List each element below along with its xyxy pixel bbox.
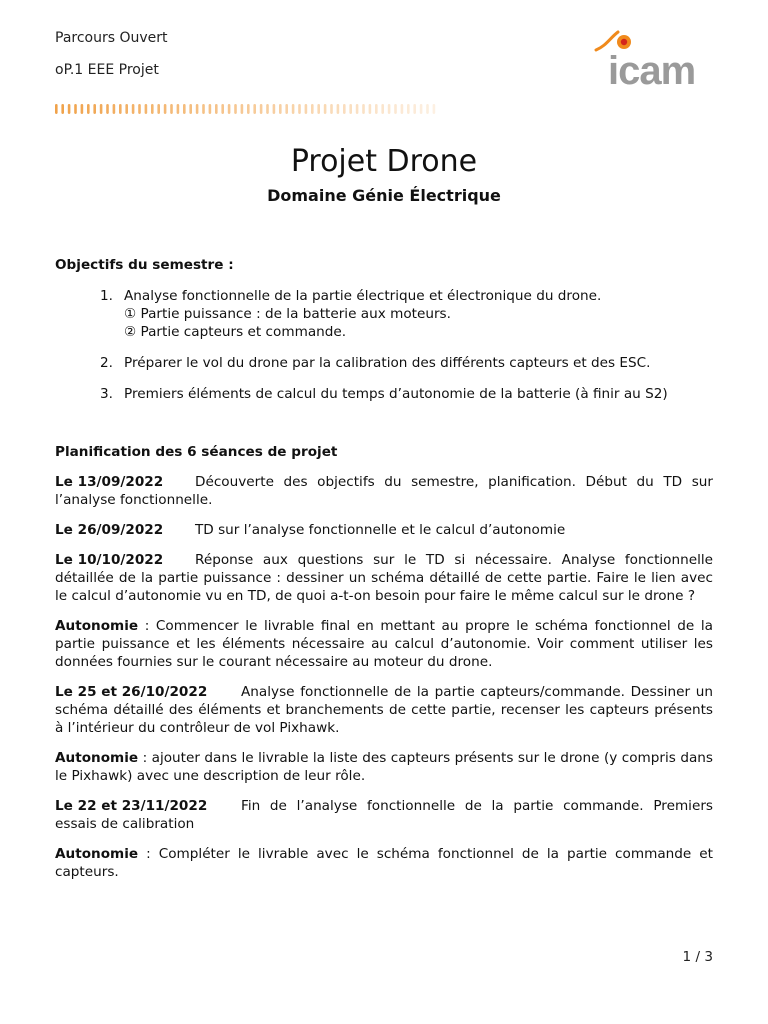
- dash-mark: [305, 104, 308, 114]
- autonomy-entry: [55, 845, 713, 881]
- objective-number: 2.: [100, 355, 113, 371]
- dash-mark: [177, 104, 180, 114]
- session-date: Le 25 et 26/10/2022: [55, 684, 208, 700]
- autonomy-entry: [55, 617, 713, 671]
- dash-mark: [343, 104, 346, 114]
- dash-mark: [157, 104, 160, 114]
- planning-entry: [55, 551, 713, 605]
- planning-entry: [55, 473, 713, 509]
- dash-mark: [285, 104, 288, 114]
- dash-mark: [106, 104, 109, 114]
- session-date: Le 13/09/2022: [55, 474, 164, 490]
- dash-mark: [170, 104, 173, 114]
- autonomy-label: Autonomie: [55, 846, 139, 862]
- autonomy-description: : ajouter dans le livrable la liste des capteurs présents sur le drone (y compris dans le Pixhawk) avec une description de leur rôle.: [55, 750, 713, 784]
- session-date: Le 10/10/2022: [55, 552, 164, 568]
- autonomy-description: : Commencer le livrable final en mettant au propre le schéma fonctionnel de la partie puissance et les éléments nécessaire au calcul d’autonomie. Voir comment utiliser les données fournies sur le courant nécessaire au moteur du drone.: [55, 618, 713, 670]
- dash-mark: [349, 104, 352, 114]
- dash-mark: [164, 104, 167, 114]
- dash-mark: [81, 104, 84, 114]
- objective-subpoint: ② Partie capteurs et commande.: [124, 324, 347, 340]
- dash-mark: [279, 104, 282, 114]
- session-description: Analyse fonctionnelle de la partie capteurs/commande. Dessiner un schéma détaillé des éléments et branchements de cette partie, recenser les capteurs présents à l’intérieur du contrôleur de vol Pixhawk.: [55, 684, 713, 736]
- page-subtitle: Domaine Génie Électrique: [267, 186, 501, 205]
- dash-mark: [209, 104, 212, 114]
- dash-mark: [68, 104, 71, 114]
- dash-mark: [247, 104, 250, 114]
- dash-mark: [93, 104, 96, 114]
- dash-mark: [183, 104, 186, 114]
- dash-mark: [138, 104, 141, 114]
- objective-text: Premiers éléments de calcul du temps d’autonomie de la batterie (à finir au S2): [124, 386, 668, 402]
- objectives-list: [55, 287, 713, 403]
- objective-subpoint: ① Partie puissance : de la batterie aux moteurs.: [124, 306, 451, 322]
- dash-mark: [324, 104, 327, 114]
- objective-item: [55, 287, 713, 341]
- objective-item: [55, 354, 713, 372]
- dash-mark: [253, 104, 256, 114]
- dash-mark: [125, 104, 128, 114]
- dash-mark: [292, 104, 295, 114]
- dash-mark: [362, 104, 365, 114]
- dash-mark: [311, 104, 314, 114]
- logo-wordmark: icam: [608, 49, 696, 90]
- planning-entry: [55, 521, 713, 539]
- dash-mark: [202, 104, 205, 114]
- dash-mark: [234, 104, 237, 114]
- session-description: Découverte des objectifs du semestre, planification. Début du TD sur l’analyse fonctionnelle.: [55, 474, 713, 508]
- dash-mark: [401, 104, 404, 114]
- dash-mark: [375, 104, 378, 114]
- dash-mark: [119, 104, 122, 114]
- page-title: Projet Drone: [290, 144, 478, 179]
- icam-logo: [592, 24, 722, 90]
- dash-mark: [132, 104, 135, 114]
- dash-mark: [228, 104, 231, 114]
- autonomy-description: : Compléter le livrable avec le schéma fonctionnel de la partie commande et capteurs.: [55, 846, 713, 880]
- session-description: Réponse aux questions sur le TD si nécessaire. Analyse fonctionnelle détaillée de la partie puissance : dessiner un schéma détaillé de cette partie. Faire le lien avec le calcul d’autonomie vu en TD, de quoi a-t-on besoin pour faire le même calcul sur le drone ?: [55, 552, 713, 604]
- objectives-heading: Objectifs du semestre :: [55, 257, 234, 273]
- dash-mark: [381, 104, 384, 114]
- autonomy-label: Autonomie: [55, 750, 139, 766]
- header-project-code: oP.1 EEE Projet: [55, 62, 159, 78]
- dash-mark: [74, 104, 77, 114]
- dash-mark: [61, 104, 64, 114]
- dash-mark: [420, 104, 423, 114]
- dash-mark: [426, 104, 429, 114]
- dash-mark: [330, 104, 333, 114]
- decorative-dash-rule: [55, 103, 445, 115]
- dash-mark: [407, 104, 410, 114]
- planning-entry: [55, 683, 713, 737]
- document-body: [55, 256, 713, 881]
- dash-mark: [273, 104, 276, 114]
- planning-entry: [55, 797, 713, 833]
- dash-mark: [215, 104, 218, 114]
- objective-text: Préparer le vol du drone par la calibration des différents capteurs et des ESC.: [124, 355, 651, 371]
- session-description: TD sur l’analyse fonctionnelle et le calcul d’autonomie: [195, 522, 566, 538]
- objective-number: 3.: [100, 386, 113, 402]
- dash-mark: [145, 104, 148, 114]
- objective-item: [55, 385, 713, 403]
- page-number: 1 / 3: [682, 949, 713, 965]
- header-course-label: Parcours Ouvert: [55, 30, 168, 46]
- dash-mark: [356, 104, 359, 114]
- dash-mark: [317, 104, 320, 114]
- dash-mark: [55, 104, 58, 114]
- dash-mark: [113, 104, 116, 114]
- dash-mark: [298, 104, 301, 114]
- autonomy-entry: [55, 749, 713, 785]
- dash-mark: [87, 104, 90, 114]
- dash-mark: [369, 104, 372, 114]
- dash-mark: [196, 104, 199, 114]
- dash-mark: [388, 104, 391, 114]
- session-date: Le 26/09/2022: [55, 522, 164, 538]
- autonomy-label: Autonomie: [55, 618, 139, 634]
- dash-mark: [100, 104, 103, 114]
- dash-mark: [433, 104, 436, 114]
- session-description: Fin de l’analyse fonctionnelle de la partie commande. Premiers essais de calibration: [55, 798, 713, 832]
- dash-mark: [266, 104, 269, 114]
- planning-heading: Planification des 6 séances de projet: [55, 444, 338, 460]
- objective-number: 1.: [100, 288, 113, 304]
- dash-mark: [394, 104, 397, 114]
- dash-mark: [221, 104, 224, 114]
- dash-mark: [189, 104, 192, 114]
- session-date: Le 22 et 23/11/2022: [55, 798, 208, 814]
- dash-mark: [241, 104, 244, 114]
- dash-mark: [413, 104, 416, 114]
- objective-text: Analyse fonctionnelle de la partie électrique et électronique du drone.: [124, 288, 602, 304]
- dash-mark: [260, 104, 263, 114]
- dash-mark: [151, 104, 154, 114]
- dash-mark: [337, 104, 340, 114]
